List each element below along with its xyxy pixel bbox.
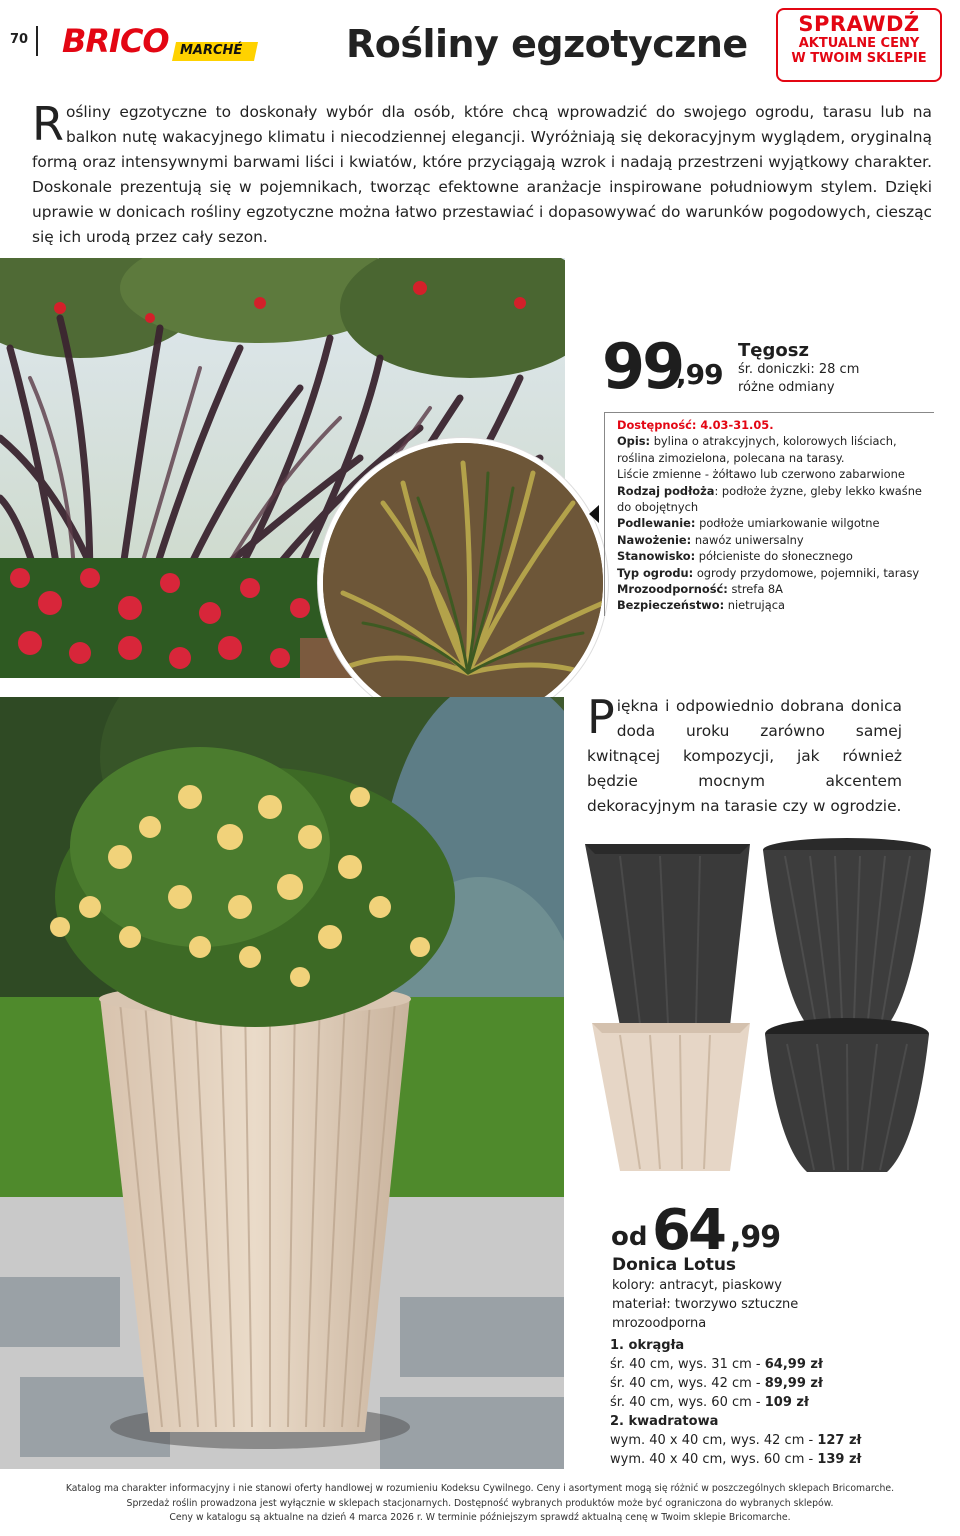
logo-brico-text: BRICO: [62, 22, 169, 60]
spec-line: Stanowisko: półcieniste do słonecznego: [617, 549, 853, 564]
spec-line: Podlewanie: podłoże umiarkowanie wilgotne: [617, 516, 880, 531]
intro-dropcap: R: [32, 97, 64, 151]
plant-closeup-photo: [318, 438, 608, 728]
bricomarche-logo: [62, 20, 262, 66]
product1-specs: [604, 412, 934, 616]
spec-line: Nawożenie: nawóz uniwersalny: [617, 532, 804, 547]
product1-price: [602, 330, 723, 403]
anthracite-low-round-planter-image: [762, 1014, 937, 1204]
spec-line: Rodzaj podłoża: podłoże żyzne, gleby lekko kwaśne: [617, 483, 922, 498]
spec-line: Typ ogrodu: ogrody przydomowe, pojemniki, tarasy: [617, 565, 920, 580]
pointer-arrow-icon: [589, 505, 599, 523]
product2-frost-resistance: mrozoodporna: [612, 1316, 707, 1331]
product2-variant-list: [610, 1336, 861, 1469]
product2-price-prefix: od: [611, 1222, 648, 1252]
intro-text: ośliny egzotyczne to doskonały wybór dla osób, które chcą wprowadzić do swojego ogrodu, tarasu lub na balkon nutę wakacyjnego klimatu i niecodziennej elegancji. Wyróżniają się dekoracyjnym wyglądem, oryginalną formą oraz intensywnymi barwami liści i kwiatów, które przyciągają wzrok i nadają przestrzeni wyjątkowy charakter. Doskonale prezentują się w pojemnikach, tworząc efektowne aranżacje inspirowane południowym stylem. Dzięki uprawie w donicach rośliny egzotyczne można łatwo przestawiać i dopasowywać do warunków pogodowych, ciesząc się ich urodą przez cały sezon.: [32, 103, 932, 246]
product2-price-integer: 64: [652, 1198, 724, 1263]
header-divider: [36, 26, 38, 56]
spec-line: do obojętnych: [617, 500, 699, 515]
variant-row: wym. 40 x 40 cm, wys. 60 cm - 139 zł: [610, 1452, 862, 1467]
badge-line-2: W TWOIM SKLEPIE: [791, 51, 927, 66]
footer-line-2: Sprzedaż roślin prowadzona jest wyłącznie w sklepach stacjonarnych. Dostępność wybranych produktów może być ograniczona do wybranych sklepów.: [126, 1497, 834, 1509]
product2-material: materiał: tworzywo sztuczne: [612, 1297, 799, 1312]
badge-title: SPRAWDŹ: [798, 12, 920, 36]
availability: Dostępność: 4.03-31.05.: [617, 418, 774, 432]
product2-price-decimal: ,99: [730, 1220, 781, 1255]
anthracite-square-planter-image: [580, 836, 755, 1026]
product2-colors: kolory: antracyt, piaskowy: [612, 1278, 782, 1293]
variant-row: śr. 40 cm, wys. 31 cm - 64,99 zł: [610, 1357, 823, 1372]
product1-price-integer: 99: [602, 330, 683, 403]
intro-paragraph: [32, 97, 932, 250]
planter-variants-gallery: [580, 836, 940, 1196]
footer-line-1: Katalog ma charakter informacyjny i nie stanowi oferty handlowej w rozumieniu Kodeksu Cywilnego. Ceny i asortyment mogą się różnić w poszczególnych sklepach Bricomarche.: [65, 1483, 895, 1494]
spec-line: Bezpieczeństwo: nietrująca: [617, 598, 785, 613]
logo-marche-text: MARCHÉ: [180, 43, 243, 58]
spec-line: Liście zmienne - żółtawo lub czerwono zabarwione: [617, 467, 905, 482]
variant-row: śr. 40 cm, wys. 42 cm - 89,99 zł: [610, 1376, 823, 1391]
variant-row: wym. 40 x 40 cm, wys. 42 cm - 127 zł: [610, 1433, 862, 1448]
spec-line: Opis: bylina o atrakcyjnych, kolorowych liściach,: [617, 434, 897, 449]
variant-heading: 1. okrągła: [610, 1338, 685, 1353]
product1-varieties: różne odmiany: [738, 380, 835, 395]
variant-row: śr. 40 cm, wys. 60 cm - 109 zł: [610, 1395, 809, 1410]
planter-intro-text: iękna i odpowiednio dobrana donica doda uroku zarówno samej kwitnącej kompozycji, jak również będzie mocnym akcentem dekoracyjnym na tarasie czy w ogrodzie.: [587, 697, 902, 815]
planter-intro: [587, 690, 902, 819]
lotus-planter-photo: [0, 697, 564, 1469]
spec-line: Mrozoodporność: strefa 8A: [617, 582, 783, 597]
product2-name: Donica Lotus: [612, 1255, 737, 1275]
check-prices-badge: [776, 8, 942, 82]
page-title: Rośliny egzotyczne: [346, 22, 748, 66]
product1-name: Tęgosz: [738, 340, 809, 361]
badge-line-1: AKTUALNE CENY: [798, 36, 920, 51]
variant-heading: 2. kwadratowa: [610, 1414, 719, 1429]
product1-price-decimal: ,99: [676, 358, 723, 391]
sand-square-planter-image: [590, 1011, 765, 1201]
footer-line-3: Ceny w katalogu są aktualne na dzień 4 marca 2026 r. W terminie późniejszym sprawdź aktualną cenę w Twoim sklepie Bricomarche.: [169, 1512, 791, 1523]
product1-pot-diameter: śr. doniczki: 28 cm: [738, 362, 860, 377]
legal-footer: [0, 1482, 960, 1526]
page-number: 70: [10, 32, 29, 47]
planter-dropcap: P: [587, 690, 615, 744]
anthracite-round-planter-image: [760, 836, 935, 1026]
spec-line: roślina zimozielona, polecana na tarasy.: [617, 450, 845, 465]
